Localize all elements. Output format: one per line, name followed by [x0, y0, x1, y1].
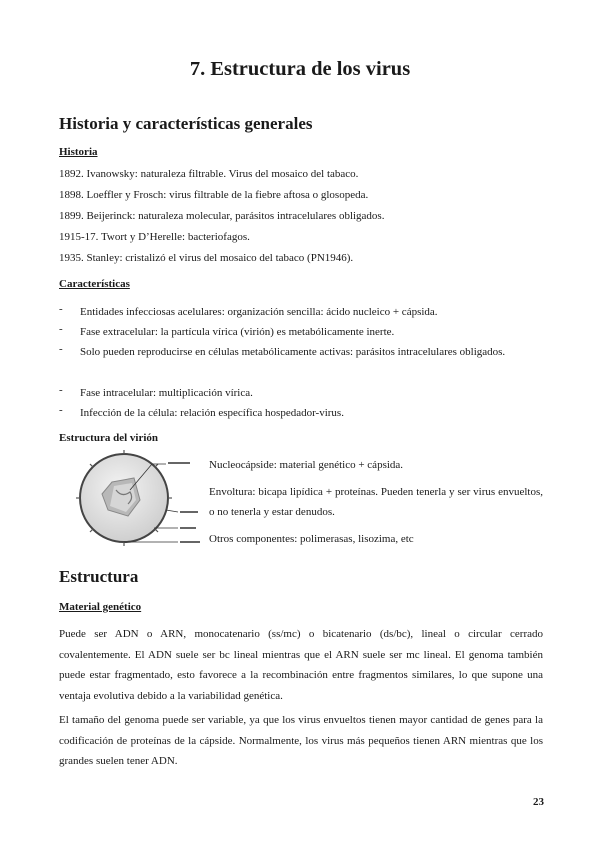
bullet-dash: -	[59, 404, 63, 416]
bullet-dash: -	[59, 323, 63, 335]
bullet-dash: -	[59, 384, 63, 396]
page-title: 7. Estructura de los virus	[189, 58, 411, 80]
virion-diagram	[74, 450, 204, 550]
bullet-dash: -	[59, 343, 63, 355]
history-item: 1892. Ivanowsky: naturaleza filtrable. Virus del mosaico del tabaco.	[59, 168, 359, 180]
list-item-text: Fase extracelular: la partícula vírica (virión) es metabólicamente inerte.	[80, 326, 395, 338]
history-item: 1899. Beijerinck: naturaleza molecular, parásitos intracelulares obligados.	[59, 210, 385, 222]
section-heading-historia: Historia y características generales	[59, 114, 313, 133]
list-item-text: Infección de la célula: relación específica hospedador-virus.	[80, 407, 344, 419]
paragraph: El tamaño del genoma puede ser variable, ya que los virus envueltos tienen mayor cantidad de genes para la codificación de proteínas de la cápside. Normalmente, los virus más pequeños tienen ARN mientras que los grandes suelen tener ADN.	[59, 714, 543, 767]
list-item-text: Solo pueden reproducirse en células metabólicamente activas: parásitos intracelulares obligados.	[80, 346, 506, 358]
page-number: 23	[533, 796, 544, 808]
history-item: 1935. Stanley: cristalizó el virus del mosaico del tabaco (PN1946).	[59, 252, 354, 264]
list-item-text: Fase intracelular: multiplicación vírica.	[80, 387, 253, 399]
history-item: 1915-17. Twort y D’Herelle: bacteriofagos.	[59, 231, 250, 243]
bullet-dash: -	[59, 303, 63, 315]
subheading-historia: Historia	[59, 146, 98, 158]
subheading-material-genetico: Material genético	[59, 601, 142, 613]
history-item: 1898. Loeffler y Frosch: virus filtrable de la fiebre aftosa o glosopeda.	[59, 189, 369, 201]
virion-text: Otros componentes: polimerasas, lisozima, etc	[209, 533, 414, 545]
subheading-caracteristicas: Características	[59, 278, 130, 290]
subheading-virion: Estructura del virión	[59, 432, 158, 444]
virion-text: Nucleocápside: material genético + cápsida.	[209, 459, 404, 471]
list-item-text: Entidades infecciosas acelulares: organización sencilla: ácido nucleico + cápsida.	[80, 306, 438, 318]
virion-text: Envoltura: bicapa lipídica + proteínas. Pueden tenerla y ser virus envueltos, o no tenerla y estar denudos.	[209, 486, 543, 518]
paragraph: Puede ser ADN o ARN, monocatenario (ss/mc) o bicatenario (ds/bc), lineal o circular cerrado covalentemente. El ADN suele ser bc lineal mientras que el ARN suele ser mc lineal. El genoma también puede estar fragmentado, esto favorece a la recombinación entre fragmentos similares, lo que supone una ventaja evolutiva debido a la variabilidad genética.	[59, 628, 543, 702]
section-heading-estructura: Estructura	[59, 567, 139, 586]
